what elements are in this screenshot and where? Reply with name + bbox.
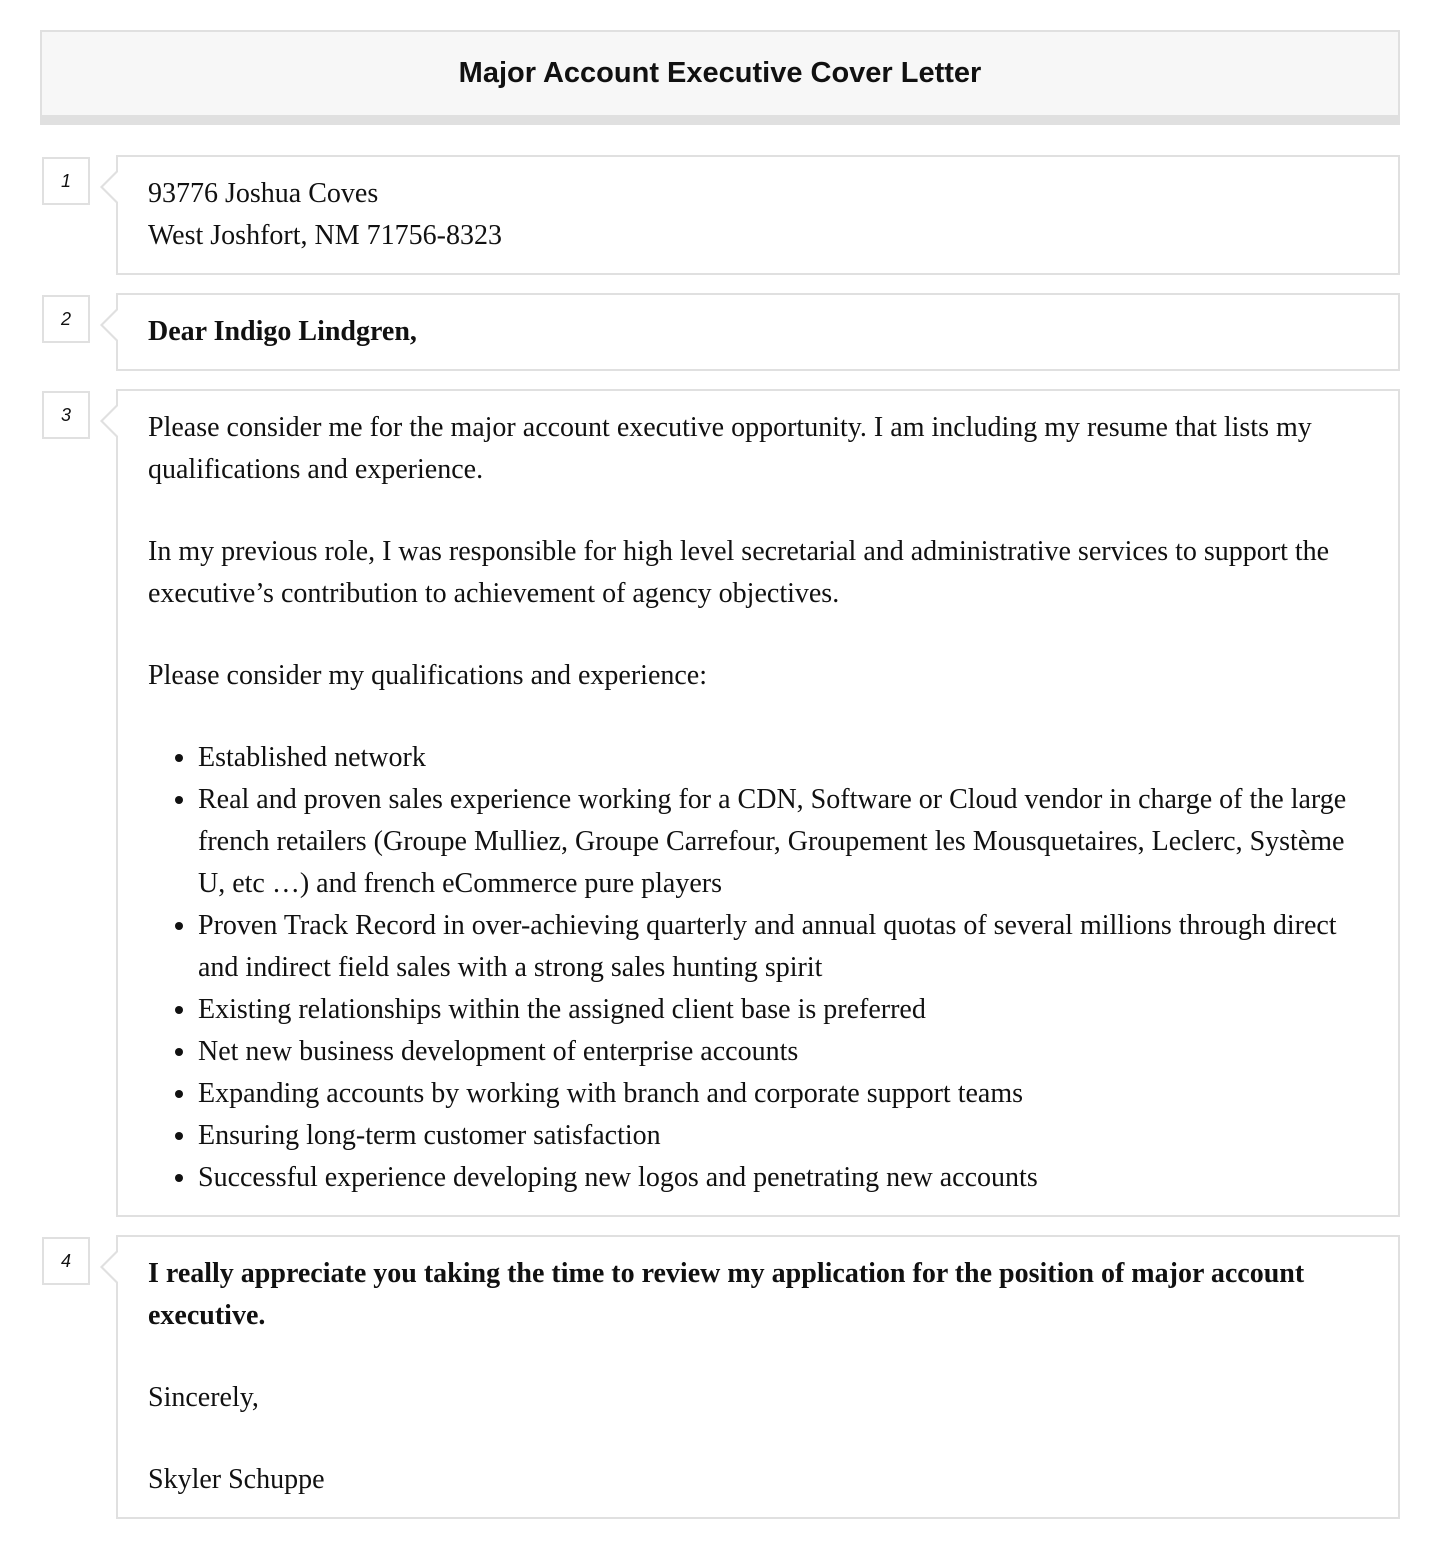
signature-name: Skyler Schuppe <box>148 1464 325 1495</box>
header <box>40 30 1400 125</box>
closing-statement: I really appreciate you taking the time to review my application for the position of major account executive. <box>148 1258 1305 1331</box>
list-item: • Successful experience developing new logos and penetrating new accounts <box>198 1157 1368 1199</box>
address-line-1: 93776 Joshua Coves <box>148 178 379 209</box>
page-title: Major Account Executive Cover Letter <box>458 57 982 89</box>
body-paragraph: In my previous role, I was responsible for high level secretarial and administrative services to support the executive’s contribution to achievement of agency objectives. <box>148 536 1330 609</box>
list-item: • Expanding accounts by working with branch and corporate support teams <box>198 1073 1368 1115</box>
section-number: 1 <box>42 157 90 205</box>
section-number: 2 <box>42 295 90 343</box>
qualifications-list <box>148 737 1368 1199</box>
section-number: 3 <box>42 391 90 439</box>
section-address <box>60 155 1400 275</box>
section-number: 4 <box>42 1237 90 1285</box>
section-closing <box>60 1235 1400 1519</box>
body-paragraph: Please consider me for the major account executive opportunity. I am including my resume that lists my qualifications and experience. <box>148 412 1312 485</box>
section-greeting <box>60 293 1400 371</box>
signoff: Sincerely, <box>148 1382 259 1413</box>
list-item: • Established network <box>198 737 1368 779</box>
list-item: • Net new business development of enterprise accounts <box>198 1031 1368 1073</box>
section-body <box>60 389 1400 1217</box>
body-paragraph: Please consider my qualifications and experience: <box>148 660 708 691</box>
list-item: • Existing relationships within the assigned client base is preferred <box>198 989 1368 1031</box>
list-item: • Ensuring long-term customer satisfaction <box>198 1115 1368 1157</box>
greeting: Dear Indigo Lindgren, <box>148 316 417 347</box>
address-line-2: West Joshfort, NM 71756-8323 <box>148 220 502 251</box>
list-item: • Real and proven sales experience working for a CDN, Software or Cloud vendor in charge of the large french retailers (Groupe Mulliez, Groupe Carrefour, Groupement les Mousquetaires, Leclerc, Système U, etc …) and french eCommerce pure players <box>198 779 1368 905</box>
list-item: • Proven Track Record in over-achieving quarterly and annual quotas of several millions through direct and indirect field sales with a strong sales hunting spirit <box>198 905 1368 989</box>
